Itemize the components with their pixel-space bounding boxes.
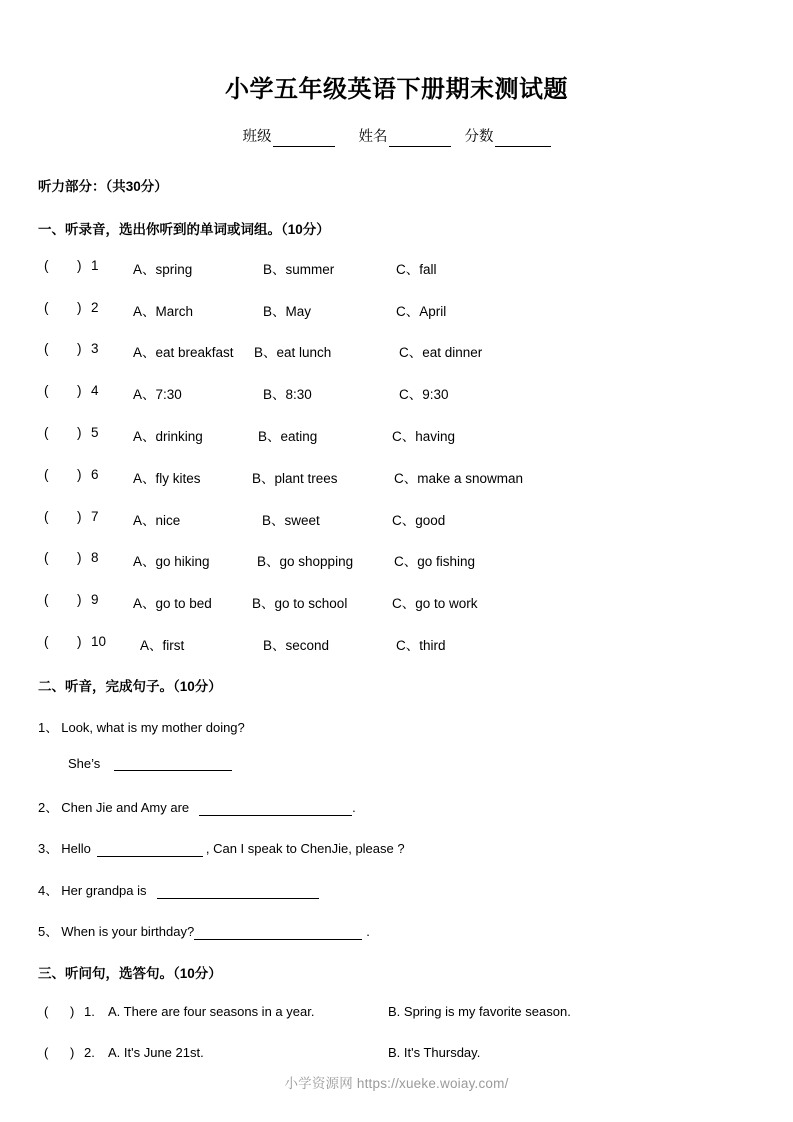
option-b[interactable] [262, 509, 320, 529]
option-b-letter: B [252, 596, 262, 611]
option-b-text: May [285, 304, 312, 319]
option-c-letter: C [396, 304, 406, 319]
option-b-letter: B [262, 513, 272, 528]
question-number: 3 [91, 341, 99, 356]
option-c[interactable] [392, 425, 455, 445]
fill-question-3 [38, 838, 405, 857]
option-separator: 、 [142, 262, 156, 277]
option-c[interactable] [396, 258, 437, 278]
option-separator: 、 [142, 387, 156, 402]
field-score-label: 分数 [464, 129, 494, 145]
option-c[interactable] [396, 300, 446, 320]
question-number: 1、 [38, 720, 59, 735]
section-three-heading [38, 962, 222, 982]
option-separator: 、 [261, 596, 275, 611]
option-b-letter: B [258, 429, 268, 444]
question-text: Hello [61, 841, 91, 856]
option-c-letter: C [392, 513, 402, 528]
option-a-text: nice [155, 513, 181, 528]
option-b-letter: B [263, 638, 273, 653]
option-separator: 、 [272, 304, 286, 319]
option-b-text: 8:30 [285, 387, 312, 402]
option-a[interactable] [140, 634, 184, 654]
question-number: 6 [91, 467, 99, 482]
table-row [44, 467, 744, 487]
question-number: 7 [91, 509, 99, 524]
option-separator: 、 [403, 471, 418, 486]
option-separator: 、 [142, 304, 156, 319]
table-row [44, 383, 744, 403]
option-separator: 、 [405, 304, 420, 319]
option-b[interactable] [263, 383, 312, 403]
answer-paren-open: ( [44, 1004, 49, 1019]
option-separator: 、 [408, 387, 423, 402]
option-a-text: go to bed [155, 596, 212, 611]
option-separator: 、 [142, 345, 156, 360]
answer-blank[interactable] [157, 886, 319, 899]
option-b-letter: B [257, 554, 267, 569]
option-separator: 、 [272, 638, 286, 653]
option-b-text: second [285, 638, 330, 653]
option-a-letter: A [133, 596, 143, 611]
answer-blank[interactable]: ) [77, 467, 82, 482]
option-a[interactable] [133, 425, 203, 445]
answer-blank[interactable] [199, 803, 352, 816]
question-text: Look, what is my mother doing? [61, 720, 245, 735]
option-b[interactable]: B. Spring is my favorite season. [388, 1004, 571, 1019]
answer-blank[interactable]: ) [77, 425, 82, 440]
option-separator: 、 [272, 262, 286, 277]
option-c-letter: C [396, 638, 406, 653]
question-number: 3、 [38, 841, 59, 856]
option-b-text: eat lunch [276, 345, 332, 360]
question-number: 2 [91, 300, 99, 315]
fill-question-1-answer [68, 756, 232, 771]
answer-paren-open: ( [44, 467, 49, 482]
fill-question-4 [38, 880, 319, 899]
answer-prefix: She’s [68, 756, 101, 771]
section-one-heading [38, 218, 330, 238]
option-b[interactable] [254, 341, 331, 361]
table-row [44, 300, 744, 320]
option-a[interactable] [133, 300, 193, 320]
listening-part-heading [38, 175, 168, 195]
option-separator: 、 [401, 513, 416, 528]
option-separator: 、 [403, 554, 418, 569]
answer-blank[interactable]: ) [77, 383, 82, 398]
option-b[interactable] [252, 467, 338, 487]
option-separator: 、 [266, 554, 280, 569]
option-b-text: plant trees [274, 471, 338, 486]
question-number: 10 [91, 634, 107, 649]
option-b-text: summer [285, 262, 335, 277]
answer-paren-open: ( [44, 550, 49, 565]
answer-blank[interactable] [97, 844, 203, 857]
option-separator: 、 [267, 429, 281, 444]
question-number: 8 [91, 550, 99, 565]
answer-paren-open: ( [44, 425, 49, 440]
option-a-letter: A [133, 304, 143, 319]
table-row [44, 509, 744, 529]
option-c-letter: C [394, 471, 404, 486]
option-b[interactable]: B. It's Thursday. [388, 1045, 481, 1060]
option-c-letter: C [392, 596, 402, 611]
fill-question-1 [38, 717, 245, 736]
option-a[interactable] [133, 509, 180, 529]
answer-blank[interactable]: ) [77, 300, 82, 315]
option-b-text: go to school [274, 596, 348, 611]
answer-paren-open: ( [44, 300, 49, 315]
option-b[interactable] [258, 425, 317, 445]
section-two-title: 二、听音，完成句子。 [38, 679, 173, 694]
option-a[interactable]: A. It's June 21st. [108, 1045, 204, 1060]
listening-part-label: 听力部分： [38, 179, 106, 194]
option-b-text: go shopping [279, 554, 354, 569]
option-b-letter: B [263, 262, 273, 277]
question-number: 5 [91, 425, 99, 440]
section-one-points: （10分） [281, 222, 330, 237]
option-b[interactable] [252, 592, 347, 612]
option-c-text: make a snowman [417, 471, 524, 486]
option-a-letter: A [133, 513, 143, 528]
option-separator: 、 [271, 513, 285, 528]
field-class [243, 129, 335, 145]
option-a[interactable]: A. There are four seasons in a year. [108, 1004, 315, 1019]
student-info-line [0, 128, 793, 147]
question-tail: , Can I speak to ChenJie, please ? [205, 841, 405, 856]
answer-blank[interactable]: ) [77, 341, 82, 356]
answer-blank[interactable]: ) [77, 509, 82, 524]
option-separator: 、 [401, 596, 416, 611]
option-a-text: first [162, 638, 185, 653]
option-c-text: good [415, 513, 446, 528]
option-c-letter: C [394, 554, 404, 569]
option-separator: 、 [272, 387, 286, 402]
option-a-letter: A [133, 387, 143, 402]
field-score [465, 129, 551, 145]
question-tail: . [366, 924, 370, 939]
option-c-letter: C [392, 429, 402, 444]
answer-paren-open: ( [44, 341, 49, 356]
option-a-letter: A [133, 262, 143, 277]
option-c-text: having [415, 429, 456, 444]
table-row [44, 634, 744, 654]
field-name [359, 129, 451, 145]
option-separator: 、 [142, 513, 156, 528]
option-a-letter: A [133, 345, 143, 360]
question-tail: . [352, 800, 356, 815]
table-row [44, 550, 744, 570]
answer-blank[interactable]: ) [77, 592, 82, 607]
option-a[interactable] [133, 258, 192, 278]
list-item [44, 1045, 764, 1065]
option-a-text: 7:30 [155, 387, 182, 402]
field-class-label: 班级 [242, 129, 272, 145]
question-number: 4、 [38, 883, 59, 898]
option-b[interactable] [263, 258, 334, 278]
question-text: Chen Jie and Amy are [61, 800, 190, 815]
option-a-text: fly kites [155, 471, 201, 486]
field-name-label: 姓名 [358, 129, 388, 145]
option-a[interactable] [133, 592, 212, 612]
option-c[interactable] [394, 550, 475, 570]
answer-paren-open: ( [44, 592, 49, 607]
question-number: 5、 [38, 924, 59, 939]
watermark [0, 1072, 793, 1092]
option-separator: 、 [261, 471, 275, 486]
question-number: 2、 [38, 800, 59, 815]
option-separator: 、 [401, 429, 416, 444]
field-class-blank[interactable] [273, 132, 335, 147]
option-a[interactable] [133, 383, 182, 403]
fill-question-2 [38, 797, 356, 816]
table-row [44, 425, 744, 445]
answer-paren-open: ( [44, 383, 49, 398]
option-a[interactable] [133, 467, 201, 487]
option-b-letter: B [263, 304, 273, 319]
option-c-letter: C [399, 345, 409, 360]
option-c-letter: C [399, 387, 409, 402]
option-c-text: 9:30 [422, 387, 449, 402]
option-c-text: third [419, 638, 446, 653]
question-text: When is your birthday? [61, 924, 195, 939]
option-c[interactable] [399, 383, 449, 403]
fill-question-5 [38, 921, 370, 940]
option-b-letter: B [252, 471, 262, 486]
answer-blank[interactable]: ) [70, 1045, 75, 1060]
option-b-letter: B [254, 345, 264, 360]
field-score-blank[interactable] [495, 132, 551, 147]
option-a-text: drinking [155, 429, 203, 444]
listening-part-points: （共30分） [105, 179, 168, 194]
option-c-text: eat dinner [422, 345, 483, 360]
option-separator: 、 [263, 345, 277, 360]
option-separator: 、 [408, 345, 423, 360]
answer-blank[interactable]: ) [77, 258, 82, 273]
option-c-letter: C [396, 262, 406, 277]
answer-paren-open: ( [44, 258, 49, 273]
question-text: Her grandpa is [61, 883, 147, 898]
option-c-text: go fishing [417, 554, 476, 569]
option-a[interactable] [133, 341, 234, 361]
option-a[interactable] [133, 550, 210, 570]
answer-paren-open: ( [44, 634, 49, 649]
option-c[interactable] [396, 634, 446, 654]
option-b-text: eating [280, 429, 318, 444]
question-number: 9 [91, 592, 99, 607]
option-c-text: go to work [415, 596, 478, 611]
option-c[interactable] [392, 592, 478, 612]
answer-blank[interactable]: ) [77, 550, 82, 565]
option-separator: 、 [405, 638, 420, 653]
option-a-text: spring [155, 262, 193, 277]
field-name-blank[interactable] [389, 132, 451, 147]
list-item [44, 1004, 764, 1024]
question-number: 1 [91, 258, 99, 273]
table-row [44, 258, 744, 278]
section-three-points: （10分） [173, 966, 222, 981]
option-a-letter: A [133, 554, 143, 569]
answer-blank[interactable]: ) [77, 634, 82, 649]
option-b[interactable] [263, 300, 311, 320]
answer-paren-open: ( [44, 1045, 49, 1060]
option-b[interactable] [257, 550, 353, 570]
option-c-text: April [419, 304, 447, 319]
option-a-text: go hiking [155, 554, 210, 569]
option-a-letter: A [133, 471, 143, 486]
option-b[interactable] [263, 634, 329, 654]
answer-blank[interactable]: ) [70, 1004, 75, 1019]
option-c[interactable] [399, 341, 482, 361]
question-number: 2. [84, 1045, 95, 1060]
question-number: 4 [91, 383, 99, 398]
option-c[interactable] [394, 467, 523, 487]
section-two-heading [38, 675, 222, 695]
option-b-text: sweet [284, 513, 320, 528]
option-a-letter: A [140, 638, 150, 653]
question-number: 1. [84, 1004, 95, 1019]
option-separator: 、 [142, 429, 156, 444]
option-a-text: March [155, 304, 194, 319]
option-a-text: eat breakfast [155, 345, 234, 360]
table-row [44, 592, 744, 612]
answer-paren-open: ( [44, 509, 49, 524]
option-separator: 、 [149, 638, 163, 653]
page-title [0, 76, 793, 105]
option-separator: 、 [405, 262, 420, 277]
section-two-points: （10分） [173, 679, 222, 694]
watermark-text: 小学资源网 https://xueke.woiay.com/ [284, 1076, 509, 1091]
option-c[interactable] [392, 509, 445, 529]
option-separator: 、 [142, 596, 156, 611]
option-separator: 、 [142, 554, 156, 569]
section-three-title: 三、听问句，选答句。 [38, 966, 173, 981]
option-separator: 、 [142, 471, 156, 486]
page-title-text: 小学五年级英语下册期末测试题 [225, 76, 568, 103]
table-row [44, 341, 744, 361]
answer-blank[interactable] [194, 927, 362, 940]
option-a-letter: A [133, 429, 143, 444]
section-one-title: 一、听录音，选出你听到的单词或词组。 [38, 222, 281, 237]
option-b-letter: B [263, 387, 273, 402]
answer-blank[interactable] [114, 758, 232, 771]
option-c-text: fall [419, 262, 437, 277]
